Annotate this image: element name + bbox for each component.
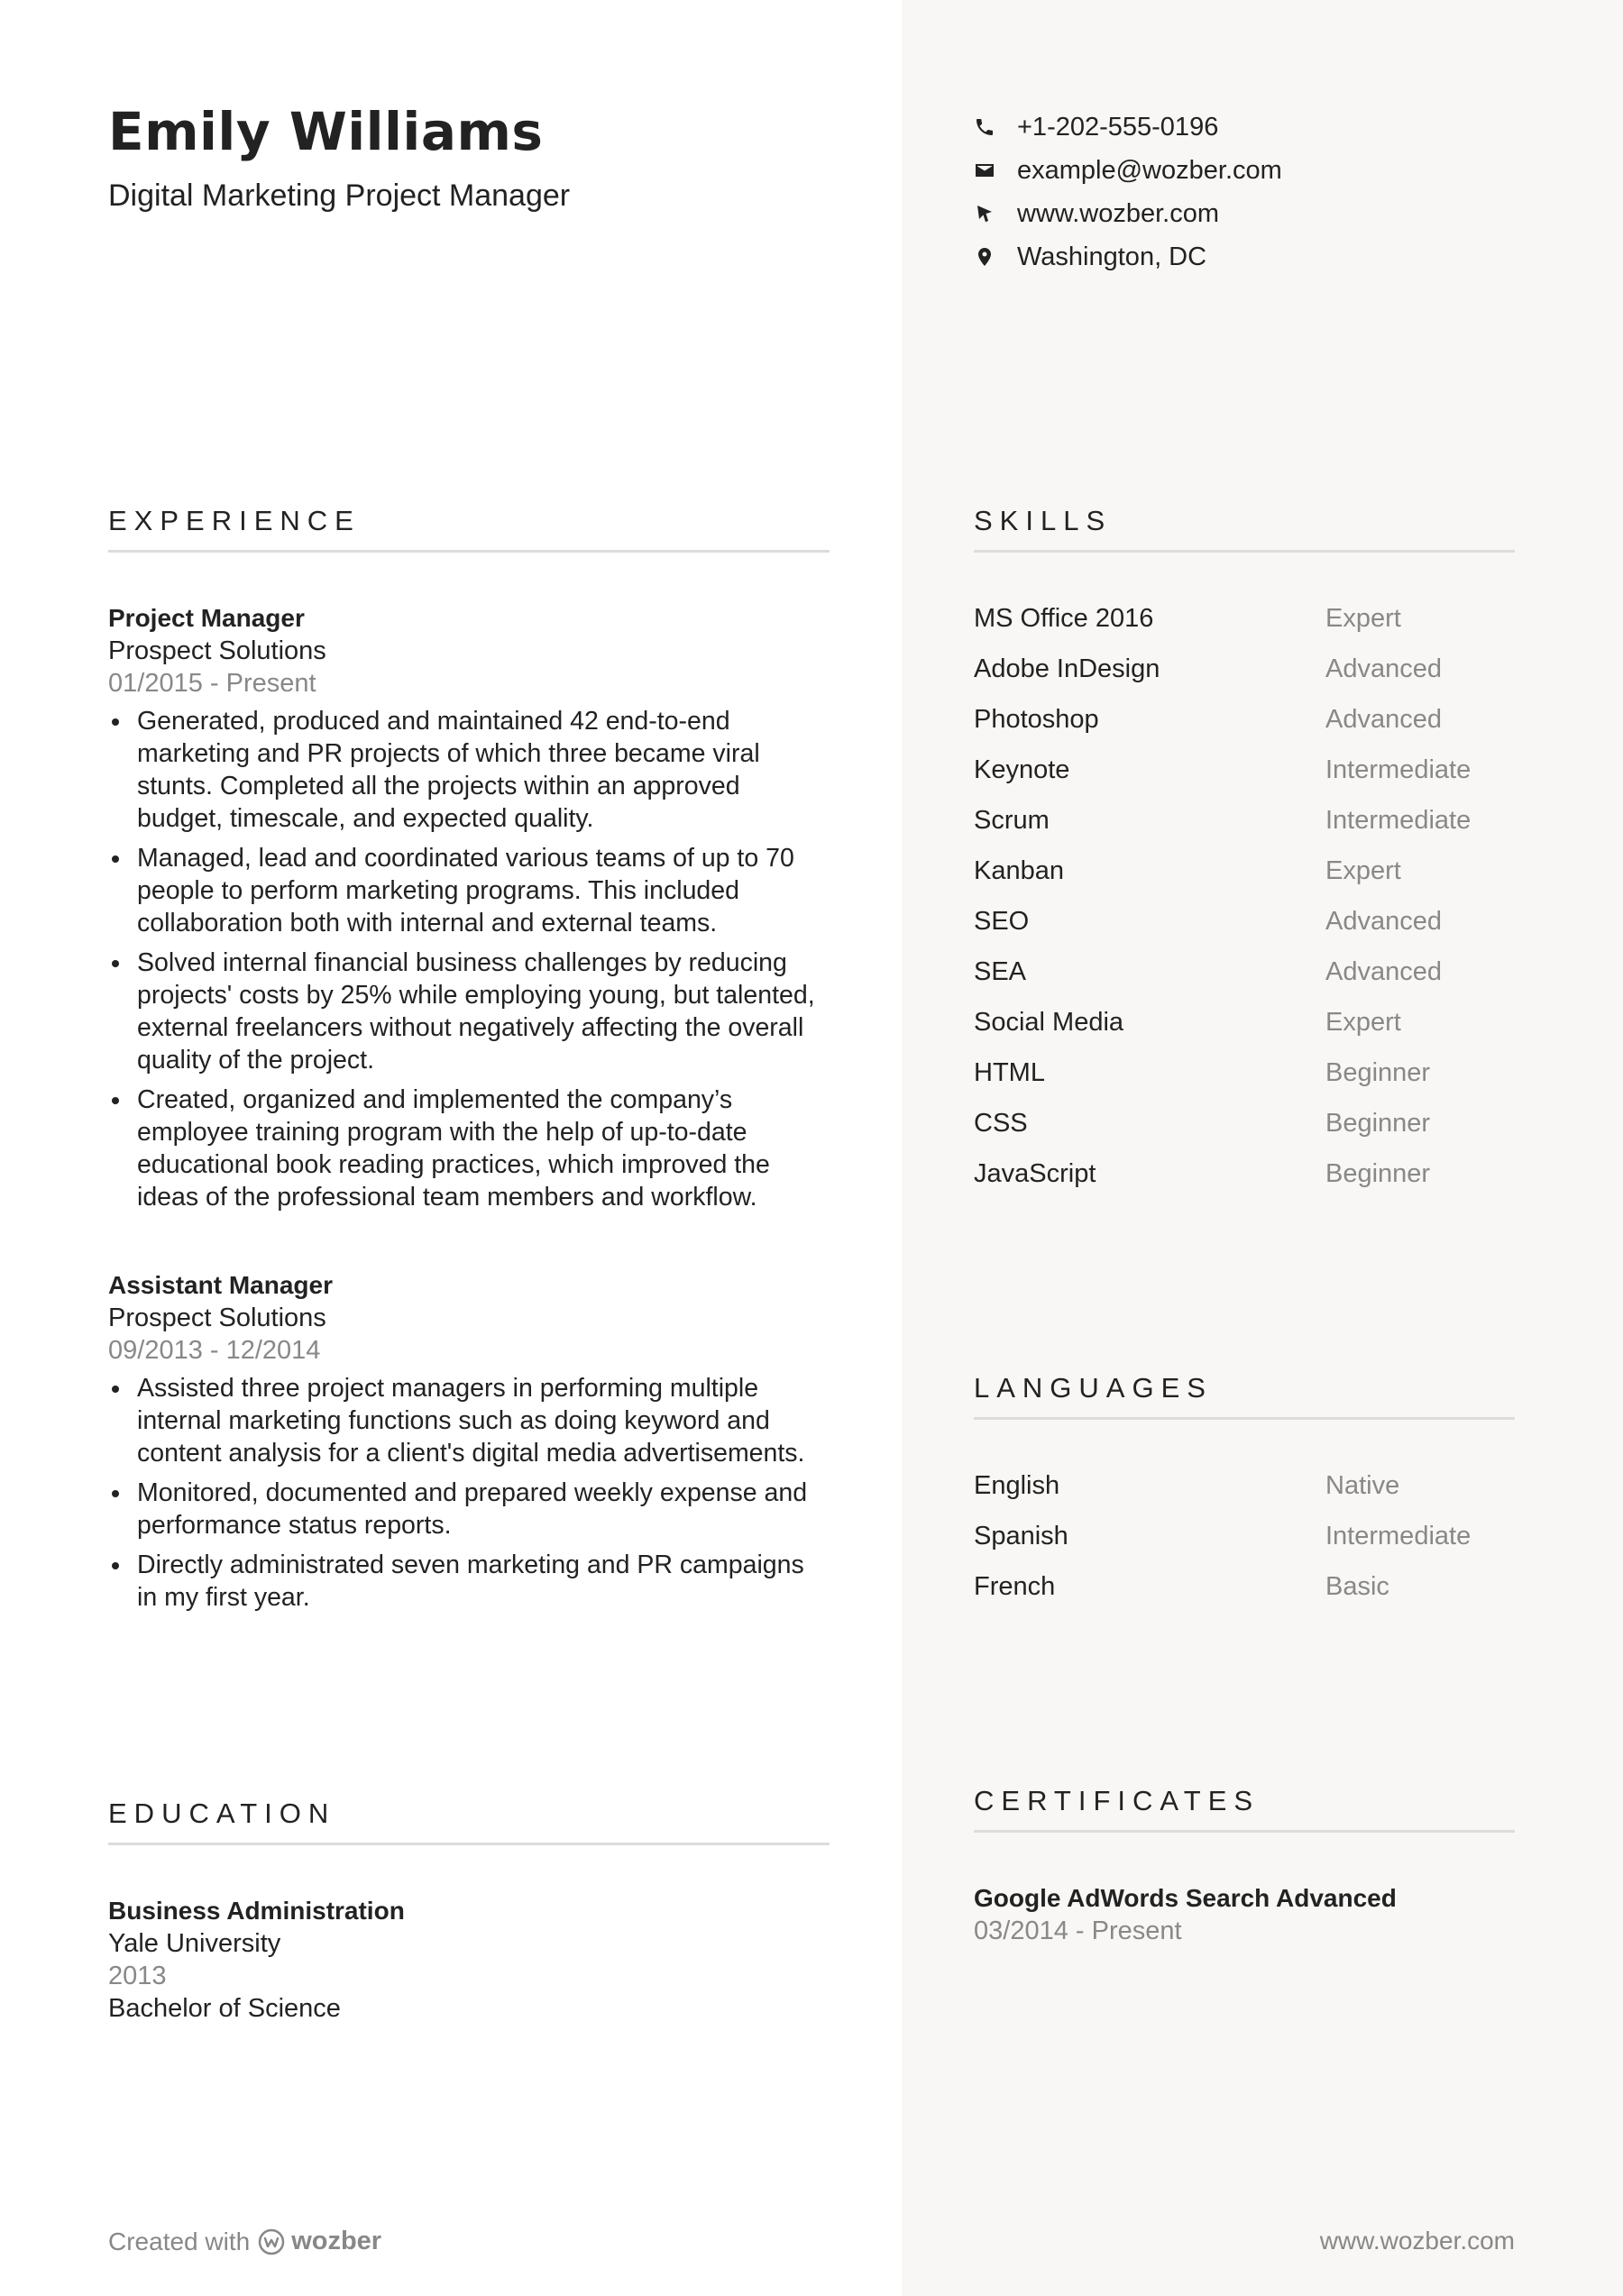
skill-level: Beginner bbox=[1325, 1057, 1431, 1087]
contact-website[interactable] bbox=[974, 192, 1282, 235]
skill-name: Keynote bbox=[974, 755, 1070, 784]
bullet-item: Directly administrated seven marketing and PR campaigns in my first year. bbox=[108, 1549, 830, 1614]
certificates-heading: CERTIFICATES bbox=[974, 1785, 1515, 1833]
certificate-name: Google AdWords Search Advanced bbox=[974, 1884, 1397, 1912]
skill-row bbox=[974, 1047, 1515, 1098]
bullet-item: Assisted three project managers in performing multiple internal marketing functions such as doing keyword and content analysis for a client's digital media advertisements. bbox=[108, 1372, 830, 1469]
skill-level: Intermediate bbox=[1325, 755, 1472, 784]
bullet-item: Generated, produced and maintained 42 end-to-end marketing and PR projects of which three became viral stunts. Completed all the projects within an approved budget, timescale, and expected quality. bbox=[108, 705, 830, 835]
skill-level: Beginner bbox=[1325, 1108, 1431, 1138]
skill-level: Advanced bbox=[1325, 704, 1442, 734]
job-company: Prospect Solutions bbox=[108, 1304, 326, 1332]
job-dates: 09/2013 - 12/2014 bbox=[108, 1336, 321, 1365]
skill-row bbox=[974, 1148, 1515, 1199]
contact-phone[interactable] bbox=[974, 105, 1282, 149]
skill-name: Scrum bbox=[974, 805, 1050, 835]
skill-row bbox=[974, 795, 1515, 846]
candidate-name: Emily Williams bbox=[108, 101, 544, 162]
skill-row bbox=[974, 644, 1515, 694]
skill-row bbox=[974, 1098, 1515, 1148]
phone-icon bbox=[974, 116, 995, 138]
skill-row bbox=[974, 694, 1515, 745]
cursor-icon bbox=[974, 203, 995, 224]
skill-name: SEA bbox=[974, 956, 1027, 986]
language-name: French bbox=[974, 1571, 1056, 1601]
footer-created-with: Created with bbox=[108, 2227, 251, 2255]
footer-credit bbox=[108, 2227, 381, 2256]
languages-list bbox=[974, 1460, 1515, 1612]
skill-row bbox=[974, 745, 1515, 795]
job-title-subtitle: Digital Marketing Project Manager bbox=[108, 178, 571, 213]
phone-text: +1-202-555-0196 bbox=[1017, 112, 1219, 142]
skill-row bbox=[974, 846, 1515, 896]
contact-block bbox=[974, 105, 1282, 279]
bullet-item: Created, organized and implemented the company’s employee training program with the help of up-to-date educational book reading practices, which improved the ideas of the professional team members and workflow. bbox=[108, 1084, 830, 1213]
education-level: Bachelor of Science bbox=[108, 1994, 341, 2023]
job-title: Assistant Manager bbox=[108, 1271, 333, 1299]
job-bullets bbox=[108, 705, 830, 1213]
job-company: Prospect Solutions bbox=[108, 636, 326, 665]
language-level: Intermediate bbox=[1325, 1521, 1472, 1550]
language-level: Native bbox=[1325, 1470, 1400, 1500]
job-dates: 01/2015 - Present bbox=[108, 669, 316, 698]
skill-name: HTML bbox=[974, 1057, 1045, 1087]
languages-heading: LANGUAGES bbox=[974, 1372, 1515, 1420]
skill-level: Expert bbox=[1325, 603, 1401, 633]
skill-name: Photoshop bbox=[974, 704, 1099, 734]
skill-name: Social Media bbox=[974, 1007, 1124, 1037]
footer-brand: wozber bbox=[291, 2227, 382, 2255]
skill-row bbox=[974, 593, 1515, 644]
skill-row bbox=[974, 997, 1515, 1047]
skill-level: Advanced bbox=[1325, 906, 1442, 936]
website-text: www.wozber.com bbox=[1017, 198, 1220, 228]
location-text: Washington, DC bbox=[1017, 242, 1207, 271]
language-row bbox=[974, 1511, 1515, 1561]
skill-level: Advanced bbox=[1325, 654, 1442, 683]
envelope-icon bbox=[974, 160, 995, 181]
language-name: Spanish bbox=[974, 1521, 1068, 1550]
skill-name: JavaScript bbox=[974, 1158, 1096, 1188]
skill-level: Expert bbox=[1325, 855, 1401, 885]
job-entry bbox=[108, 1269, 830, 1621]
wozber-logo[interactable] bbox=[257, 2227, 381, 2256]
language-name: English bbox=[974, 1470, 1060, 1500]
education-entry bbox=[108, 1895, 830, 2025]
skill-row bbox=[974, 947, 1515, 997]
skill-name: SEO bbox=[974, 906, 1030, 936]
skill-row bbox=[974, 896, 1515, 947]
skills-list bbox=[974, 593, 1515, 1199]
skill-level: Advanced bbox=[1325, 956, 1442, 986]
language-level: Basic bbox=[1325, 1571, 1389, 1601]
certificate-entry bbox=[974, 1882, 1515, 1947]
bullet-item: Managed, lead and coordinated various teams of up to 70 people to perform marketing programs. This included collaboration both with internal and external teams. bbox=[108, 842, 830, 939]
experience-heading: EXPERIENCE bbox=[108, 505, 830, 553]
skill-level: Intermediate bbox=[1325, 805, 1472, 835]
bullet-item: Solved internal financial business challenges by reducing projects' costs by 25% while employing young, but talented, external freelancers without negatively affecting the overall quality of the project. bbox=[108, 947, 830, 1076]
footer-url[interactable]: www.wozber.com bbox=[1319, 2227, 1515, 2255]
location-pin-icon bbox=[974, 246, 995, 268]
wozber-logo-icon bbox=[257, 2227, 286, 2256]
skill-name: MS Office 2016 bbox=[974, 603, 1154, 633]
bullet-item: Monitored, documented and prepared weekly expense and performance status reports. bbox=[108, 1477, 830, 1541]
education-school: Yale University bbox=[108, 1929, 281, 1958]
education-heading: EDUCATION bbox=[108, 1797, 830, 1845]
language-row bbox=[974, 1460, 1515, 1511]
skill-level: Beginner bbox=[1325, 1158, 1431, 1188]
email-text: example@wozber.com bbox=[1017, 155, 1282, 185]
skill-name: Kanban bbox=[974, 855, 1064, 885]
job-bullets bbox=[108, 1372, 830, 1614]
contact-email[interactable] bbox=[974, 149, 1282, 192]
skill-name: CSS bbox=[974, 1108, 1028, 1138]
skill-name: Adobe InDesign bbox=[974, 654, 1160, 683]
skills-heading: SKILLS bbox=[974, 505, 1515, 553]
language-row bbox=[974, 1561, 1515, 1612]
education-degree: Business Administration bbox=[108, 1897, 405, 1925]
skill-level: Expert bbox=[1325, 1007, 1401, 1037]
contact-location bbox=[974, 235, 1282, 279]
job-entry bbox=[108, 602, 830, 1221]
certificate-dates: 03/2014 - Present bbox=[974, 1916, 1182, 1945]
education-year: 2013 bbox=[108, 1962, 167, 1990]
job-title: Project Manager bbox=[108, 604, 305, 632]
